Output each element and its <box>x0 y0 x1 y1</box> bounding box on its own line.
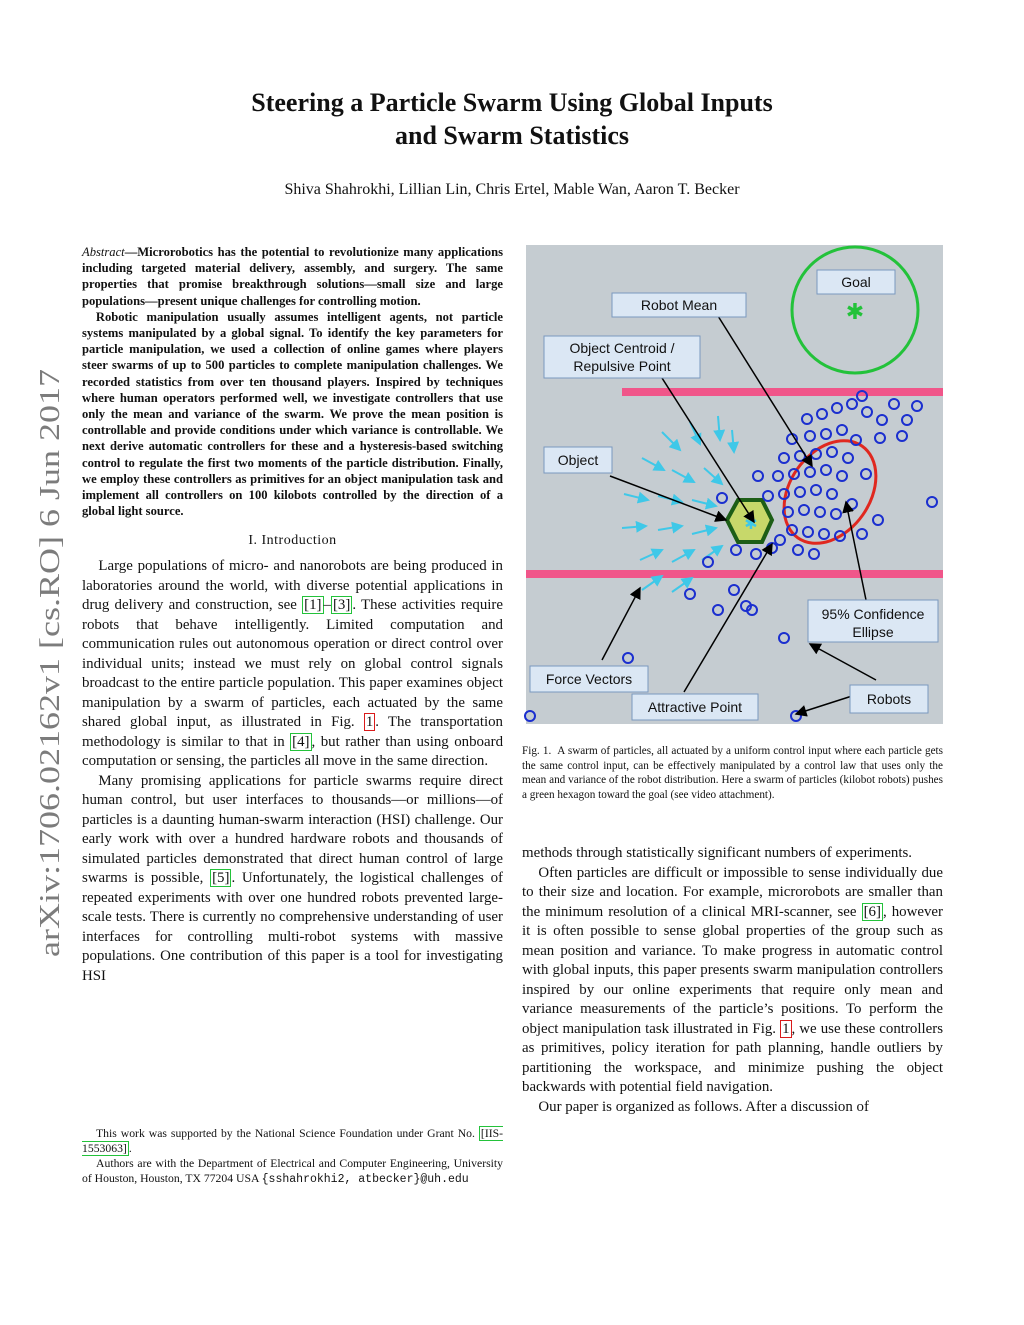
text-run: – <box>323 597 331 614</box>
author-list: Shiva Shahrokhi, Lillian Lin, Chris Ertel, Mable Wan, Aaron T. Becker <box>284 181 740 198</box>
robots-label: Robots <box>866 691 912 707</box>
arxiv-id: arXiv:1706.02162v1 [cs.RO] 6 Jun 2017 <box>34 483 66 957</box>
abstract-text-1: —Microrobotics has the potential to revolutionize many applications including targeted material delivery, assembly, and surgery. The same properties that promise breakthrough solutions—small size and large populations—present unique challenges for controlling motion. <box>82 245 503 308</box>
object-centroid-label-line2: Repulsive Point <box>573 358 671 374</box>
text-run: . <box>128 1142 132 1155</box>
force-vectors-label: Force Vectors <box>545 671 633 687</box>
citation-link-1[interactable]: [1] <box>304 597 322 614</box>
figure-label: Fig. 1. <box>522 745 552 757</box>
funding-footnote <box>82 1126 503 1156</box>
right-column <box>522 244 943 1117</box>
text-run: , we use these controllers as primitives, policy iteration for path planning, handle outliers by partitioning the workspace, and minimize pushing the object backwards with potential field navigation. <box>522 1020 943 1096</box>
text-run: . These activities require robots that behave intelligently. Limited computation and communication rules out autonomous operation or direct control over individual units; instead we must rely on global control signals broadcast to the entire particle population. This paper examines object manipulation by a swarm of particles, each actuated by the same shared global input, as illustrated in Fig. <box>82 597 503 731</box>
right-paragraph-1 <box>522 864 943 1098</box>
paper-title <box>100 86 924 152</box>
title-line-2: and Swarm Statistics <box>394 121 629 150</box>
text-run: Authors are with the Department of Electrical and Computer Engineering, University of Houston, Houston, TX 77204 USA <box>82 1157 503 1185</box>
affiliation-footnote <box>82 1156 503 1187</box>
right-paragraph-2: Our paper is organized as follows. After a discussion of <box>538 1098 869 1115</box>
confidence-label-line2: Ellipse <box>852 624 894 640</box>
citation-link-6[interactable]: [6] <box>863 903 881 920</box>
text-run: , but rather than using onboard computation or sensing, the particles all move in the same direction. <box>82 733 504 770</box>
text-run: , however it is often possible to sense global properties of the group such as mean position and variance. To make progress in automatic control with global inputs, this paper presents swarm manipulation controllers inspired by our online experiments that require only mean and variance measurements of the particle’s positions. To perform the object manipulation task illustrated in Fig. <box>522 903 943 1037</box>
text-run: Many promising applications for particle swarms require direct human control, but user interfaces to thousands—or millions—of particles is a daunting human-swarm interaction (HSI) challenge. Our early work with over a hundred hardware robots and thousands of simulated particles demonstrated that direct human control of large swarms is possible, <box>82 772 503 887</box>
footnotes <box>82 1126 503 1187</box>
abstract-lead: Abstract <box>82 245 125 259</box>
section-heading-introduction: I. Introduction <box>248 533 337 549</box>
text-run: This work was supported by the National Science Foundation under Grant No. <box>96 1127 479 1140</box>
abstract-paragraph-2: Robotic manipulation usually assumes intelligent agents, not particle systems manipulated by a global signal. To identify the key parameters for particle manipulation, we used a collection of online games where players steer swarms of up to 500 particles to complete manipulation challenges. We recorded statistics from over ten thousand players. Inspired by techniques where human operators performed well, we investigate controllers that use only the mean and variance of the swarm. We prove the mean position is controllable and provide conditions under which variance is controllable. We next derive automatic controllers for these and a hysteresis-based switching control to regulate the first two moments of the particle distribution. Finally, we employ these controllers as primitives for an object manipulation task and implement all controllers on 100 kilobots controlled by the direction of a global light source. <box>82 309 503 519</box>
intro-paragraph-2 <box>82 772 503 987</box>
attractive-point-label: Attractive Point <box>647 699 743 715</box>
figure-ref-link[interactable]: 1 <box>365 714 374 731</box>
figure-ref-link[interactable]: 1 <box>782 1020 790 1037</box>
text-run: . The transportation methodology is similar to that in <box>82 714 503 750</box>
goal-label: Goal <box>841 274 871 290</box>
robot-mean-label: Robot Mean <box>640 297 718 313</box>
figure-caption-text: A swarm of particles, all actuated by a uniform control input where each particle gets the same control input, can be effectively manipulated by a control law that uses only the mean and variance of the robot distribution. Here a swarm of particles (kilobot robots) pushes a green hexagon toward the goal (see video attachment). <box>522 745 943 801</box>
figure-1 <box>522 244 943 802</box>
text-run: Large populations of micro- and nanorobots are being produced in laboratories around the world, with diverse potential applications in drug delivery and construction, see <box>82 558 503 614</box>
text-run: Often particles are difficult or impossible to sense individually due to their size and location. For example, microrobots are smaller than the minimum resolution of a clinical MRI-scanner, see <box>522 864 943 920</box>
citation-link-4[interactable]: [4] <box>292 733 310 750</box>
goal-marker-icon: ✱ <box>845 300 865 325</box>
confidence-label-line1: 95% Confidence <box>821 606 925 622</box>
object-centroid-label-line1: Object Centroid / <box>569 340 675 356</box>
right-paragraph-0: methods through statistically significant numbers of experiments. <box>522 845 912 862</box>
figure-1-image <box>522 244 943 724</box>
citation-link-3[interactable]: [3] <box>332 597 351 614</box>
grant-link[interactable]: [IIS-1553063] <box>82 1127 503 1155</box>
object-label: Object <box>557 452 599 468</box>
left-column <box>82 244 503 986</box>
figure-1-caption <box>522 744 943 802</box>
citation-link-5[interactable]: [5] <box>212 870 230 887</box>
intro-paragraph-1 <box>82 557 503 772</box>
object-centroid-icon: ✱ <box>744 514 758 533</box>
abstract-paragraph-1 <box>82 244 503 309</box>
lower-wall <box>526 570 943 578</box>
title-line-1: Steering a Particle Swarm Using Global Inputs <box>251 88 773 117</box>
author-emails: {sshahrokhi2, atbecker}@uh.edu <box>261 1173 469 1186</box>
text-run: . Unfortunately, the logistical challenges of repeated experiments with over one hundred robots prevented large-scale tests. There is currently no comprehensive understanding of user interfaces for controlling multi-robot systems with massive populations. One contribution of this paper is a tool for investigating HSI <box>82 870 503 984</box>
arxiv-sidebar <box>26 367 70 957</box>
